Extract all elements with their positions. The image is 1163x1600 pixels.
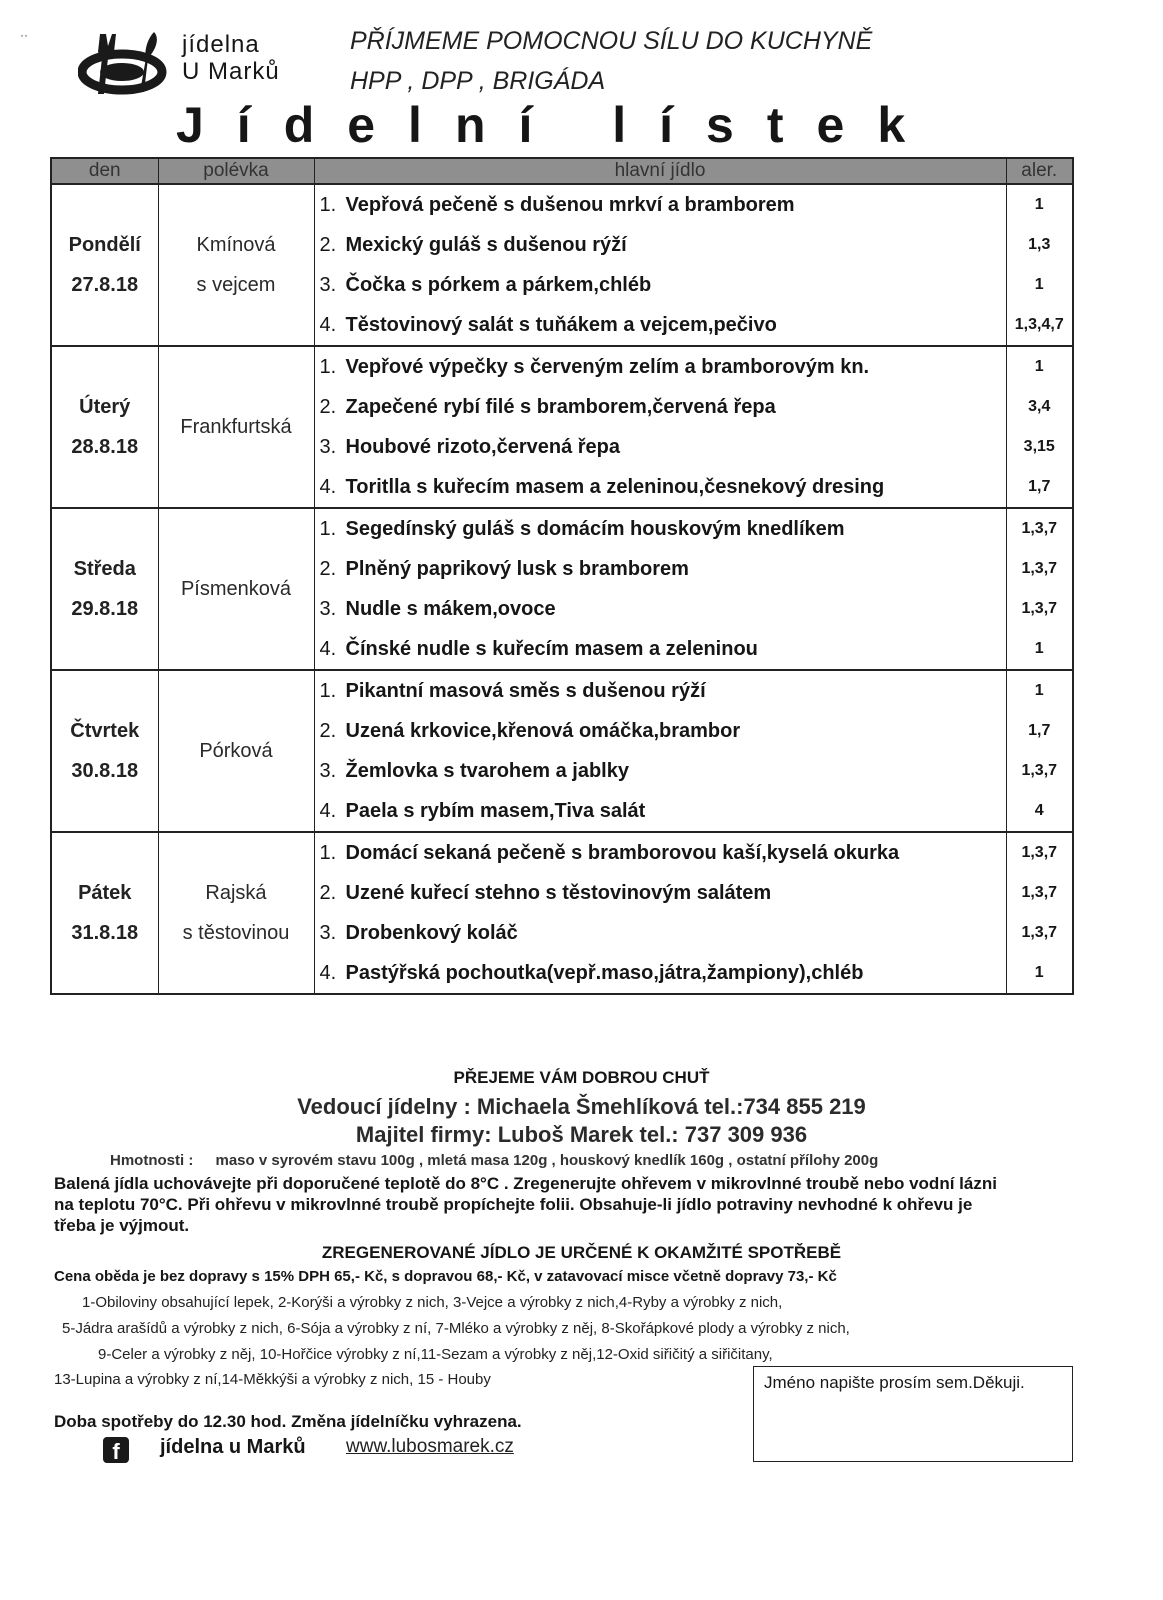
table-row [51,184,1073,225]
allergen-codes: 1,3,7 [1006,913,1073,953]
owner-contact: Majitel firmy: Luboš Marek tel.: 737 309 936 [355,1122,808,1147]
dish-name: Čínské nudle s kuřecím masem a zeleninou [345,637,758,660]
allergen-codes: 1 [1006,670,1073,711]
greeting: PŘEJEME VÁM DOBROU CHUŤ [453,1068,710,1087]
table-row [51,832,1073,873]
allergen-codes: 1,7 [1006,467,1073,508]
allergen-codes: 1 [1006,265,1073,305]
dish-cell [314,346,1006,387]
dish-number: 4. [319,637,337,660]
soup-name-cont: s vejcem [196,274,276,296]
day-name: Středa [73,558,136,580]
regeneration-notice: ZREGENEROVANÉ JÍDLO JE URČENÉ K OKAMŽITÉ SPOTŘEBĚ [321,1243,842,1262]
dish-number: 1. [319,193,337,216]
dish-cell [314,589,1006,629]
dish-name: Čočka s pórkem a párkem,chléb [345,273,652,296]
allergen-codes: 1 [1006,184,1073,225]
dish-number: 1. [319,841,337,864]
dish-number: 2. [319,557,337,580]
dish-cell [314,508,1006,549]
dish-number: 3. [319,597,337,620]
dish-number: 1. [319,355,337,378]
dish-name: Pikantní masová směs s dušenou rýží [345,679,706,702]
page-title: Jídelní lístek [176,97,939,153]
day-name: Úterý [79,396,131,418]
dish-name: Nudle s mákem,ovoce [345,597,556,620]
dish-name: Těstovinový salát s tuňákem a vejcem,pečivo [345,313,777,336]
table-row [51,346,1073,387]
brand-name-line1: jídelna [182,31,260,58]
day-cell [51,832,158,994]
soup-cell [158,184,314,346]
dish-name: Drobenkový koláč [345,921,518,944]
dish-cell [314,751,1006,791]
dish-number: 3. [319,273,337,296]
facebook-page-name[interactable]: jídelna u Marků [160,1436,306,1458]
dish-number: 4. [319,313,337,336]
day-date: 30.8.18 [71,760,139,782]
dish-name: Vepřová pečeně s dušenou mrkví a bramborem [345,193,795,216]
dish-cell [314,184,1006,225]
name-box [753,1366,1073,1462]
allergen-codes: 1,3,7 [1006,589,1073,629]
dish-cell [314,387,1006,427]
soup-cell [158,508,314,670]
day-date: 29.8.18 [71,598,139,620]
day-date: 27.8.18 [71,274,139,296]
price-info: Cena oběda je bez dopravy s 15% DPH 65,- Kč, s dopravou 68,- Kč, v zatavovací misce včetně dopravy 73,- Kč [54,1268,837,1285]
storage-instructions: Balená jídla uchovávejte při doporučené teplotě do 8°C . Zregenerujte ohřevem v mikrovlnné troubě nebo vodní lázni na teplotu 70°C. Při ohřevu v mikrovlnné troubě propíchejte folii. Obsahuje-li jídlo potraviny nevhodné k ohřevu je třeba je výjmout. [54,1174,997,1235]
day-name: Pondělí [68,234,141,256]
allergen-codes: 1,3,7 [1006,508,1073,549]
allergen-codes: 1,3,4,7 [1006,305,1073,346]
header-allergens: aler. [1006,158,1073,184]
allergen-codes: 1 [1006,953,1073,994]
dish-cell [314,427,1006,467]
dish-cell [314,265,1006,305]
dish-number: 3. [319,759,337,782]
day-cell [51,184,158,346]
soup-name: Frankfurtská [180,416,292,438]
dish-cell [314,549,1006,589]
dish-name: Domácí sekaná pečeně s bramborovou kaší,kyselá okurka [345,841,900,864]
allergens-line-2: 5-Jádra arašídů a výrobky z nich, 6-Sója a výrobky z ní, 7-Mléko a výrobky z něj, 8-Skořápkové plody a výrobky z nich, [62,1320,850,1337]
dish-name: Zapečené rybí filé s bramborem,červená řepa [345,395,776,418]
dish-number: 3. [319,435,337,458]
day-cell [51,670,158,832]
soup-name: Kmínová [196,234,276,256]
dish-name: Uzené kuřecí stehno s těstovinovým salátem [345,881,772,904]
table-row [51,508,1073,549]
dish-name: Houbové rizoto,červená řepa [345,435,621,458]
allergens-line-3: 9-Celer a výrobky z něj, 10-Hořčice výrobky z ní,11-Sezam a výrobky z něj,12-Oxid siřičitý a siřičitany, [98,1346,773,1363]
allergen-codes: 1 [1006,629,1073,670]
soup-name: Rajská [205,882,267,904]
dish-name: Mexický guláš s dušenou rýží [345,233,627,256]
allergen-codes: 1,3,7 [1006,549,1073,589]
name-box-label: Jméno napište prosím sem.Děkuji. [764,1373,1025,1392]
day-cell [51,346,158,508]
dish-name: Vepřové výpečky s červeným zelím a bramborovým kn. [345,355,870,378]
manager-contact: Vedoucí jídelny : Michaela Šmehlíková tel.:734 855 219 [297,1094,866,1119]
menu-table [50,157,1074,995]
allergen-codes: 1,3 [1006,225,1073,265]
allergen-codes: 3,15 [1006,427,1073,467]
dish-name: Segedínský guláš s domácím houskovým knedlíkem [345,517,845,540]
dish-number: 4. [319,961,337,984]
day-name: Pátek [78,882,132,904]
day-cell [51,508,158,670]
allergen-codes: 1,3,7 [1006,751,1073,791]
dish-cell [314,305,1006,346]
day-date: 31.8.18 [71,922,139,944]
allergen-codes: 3,4 [1006,387,1073,427]
soup-name: Písmenková [180,578,292,600]
dish-number: 3. [319,921,337,944]
allergen-codes: 1,7 [1006,711,1073,751]
dish-cell [314,791,1006,832]
table-row [51,670,1073,711]
hiring-headline: PŘÍJMEME POMOCNOU SÍLU DO KUCHYNĚ [350,27,873,55]
dish-cell [314,467,1006,508]
hiring-subheadline: HPP , DPP , BRIGÁDA [350,67,606,95]
dish-name: Paela s rybím masem,Tiva salát [345,799,646,822]
allergens-line-4: 13-Lupina a výrobky z ní,14-Měkkýši a výrobky z nich, 15 - Houby [54,1371,491,1388]
dish-number: 2. [319,395,337,418]
dish-cell [314,953,1006,994]
soup-cell [158,832,314,994]
dish-cell [314,711,1006,751]
dish-number: 2. [319,719,337,742]
dish-number: 1. [319,517,337,540]
weights-label: Hmotnosti : [110,1152,194,1169]
header-day: den [51,158,158,184]
plate-fork-knife-logo-icon [78,28,170,98]
menu-body [51,184,1073,994]
soup-cell [158,346,314,508]
expiry-notice: Doba spotřeby do 12.30 hod. Změna jídelníčku vyhrazena. [54,1412,522,1431]
weights-text: maso v syrovém stavu 100g , mletá masa 120g , houskový knedlík 160g , ostatní přílohy 200g [215,1152,879,1169]
allergen-codes: 1,3,7 [1006,832,1073,873]
dish-cell [314,913,1006,953]
soup-cell [158,670,314,832]
weights-line [110,1152,878,1169]
dish-cell [314,225,1006,265]
scan-dots: ·· [20,28,28,42]
dish-name: Uzená krkovice,křenová omáčka,brambor [345,719,741,742]
dish-cell [314,873,1006,913]
dish-cell [314,670,1006,711]
brand-name-line2: U Marků [182,58,280,85]
dish-number: 2. [319,881,337,904]
dish-name: Plněný paprikový lusk s bramborem [345,557,689,580]
dish-cell [314,832,1006,873]
dish-cell [314,629,1006,670]
allergens-line-1: 1-Obiloviny obsahující lepek, 2-Korýši a výrobky z nich, 3-Vejce a výrobky z nich,4-Ryby a výrobky z nich, [82,1294,783,1311]
dish-number: 1. [319,679,337,702]
soup-name: Pórková [199,740,273,762]
header-main: hlavní jídlo [314,158,1006,184]
allergen-codes: 1 [1006,346,1073,387]
dish-name: Toritlla s kuřecím masem a zeleninou,česnekový dresing [345,475,885,498]
dish-number: 4. [319,799,337,822]
website-link[interactable]: www.lubosmarek.cz [346,1436,514,1457]
dish-number: 4. [319,475,337,498]
allergen-codes: 4 [1006,791,1073,832]
soup-name-cont: s těstovinou [182,922,290,944]
dish-name: Pastýřská pochoutka(vepř.maso,játra,žampiony),chléb [345,961,864,984]
header-soup: polévka [158,158,314,184]
day-date: 28.8.18 [71,436,139,458]
facebook-icon[interactable]: f [103,1437,129,1463]
allergen-codes: 1,3,7 [1006,873,1073,913]
day-name: Čtvrtek [70,720,140,742]
table-header-row [51,158,1073,184]
dish-number: 2. [319,233,337,256]
dish-name: Žemlovka s tvarohem a jablky [345,759,629,782]
